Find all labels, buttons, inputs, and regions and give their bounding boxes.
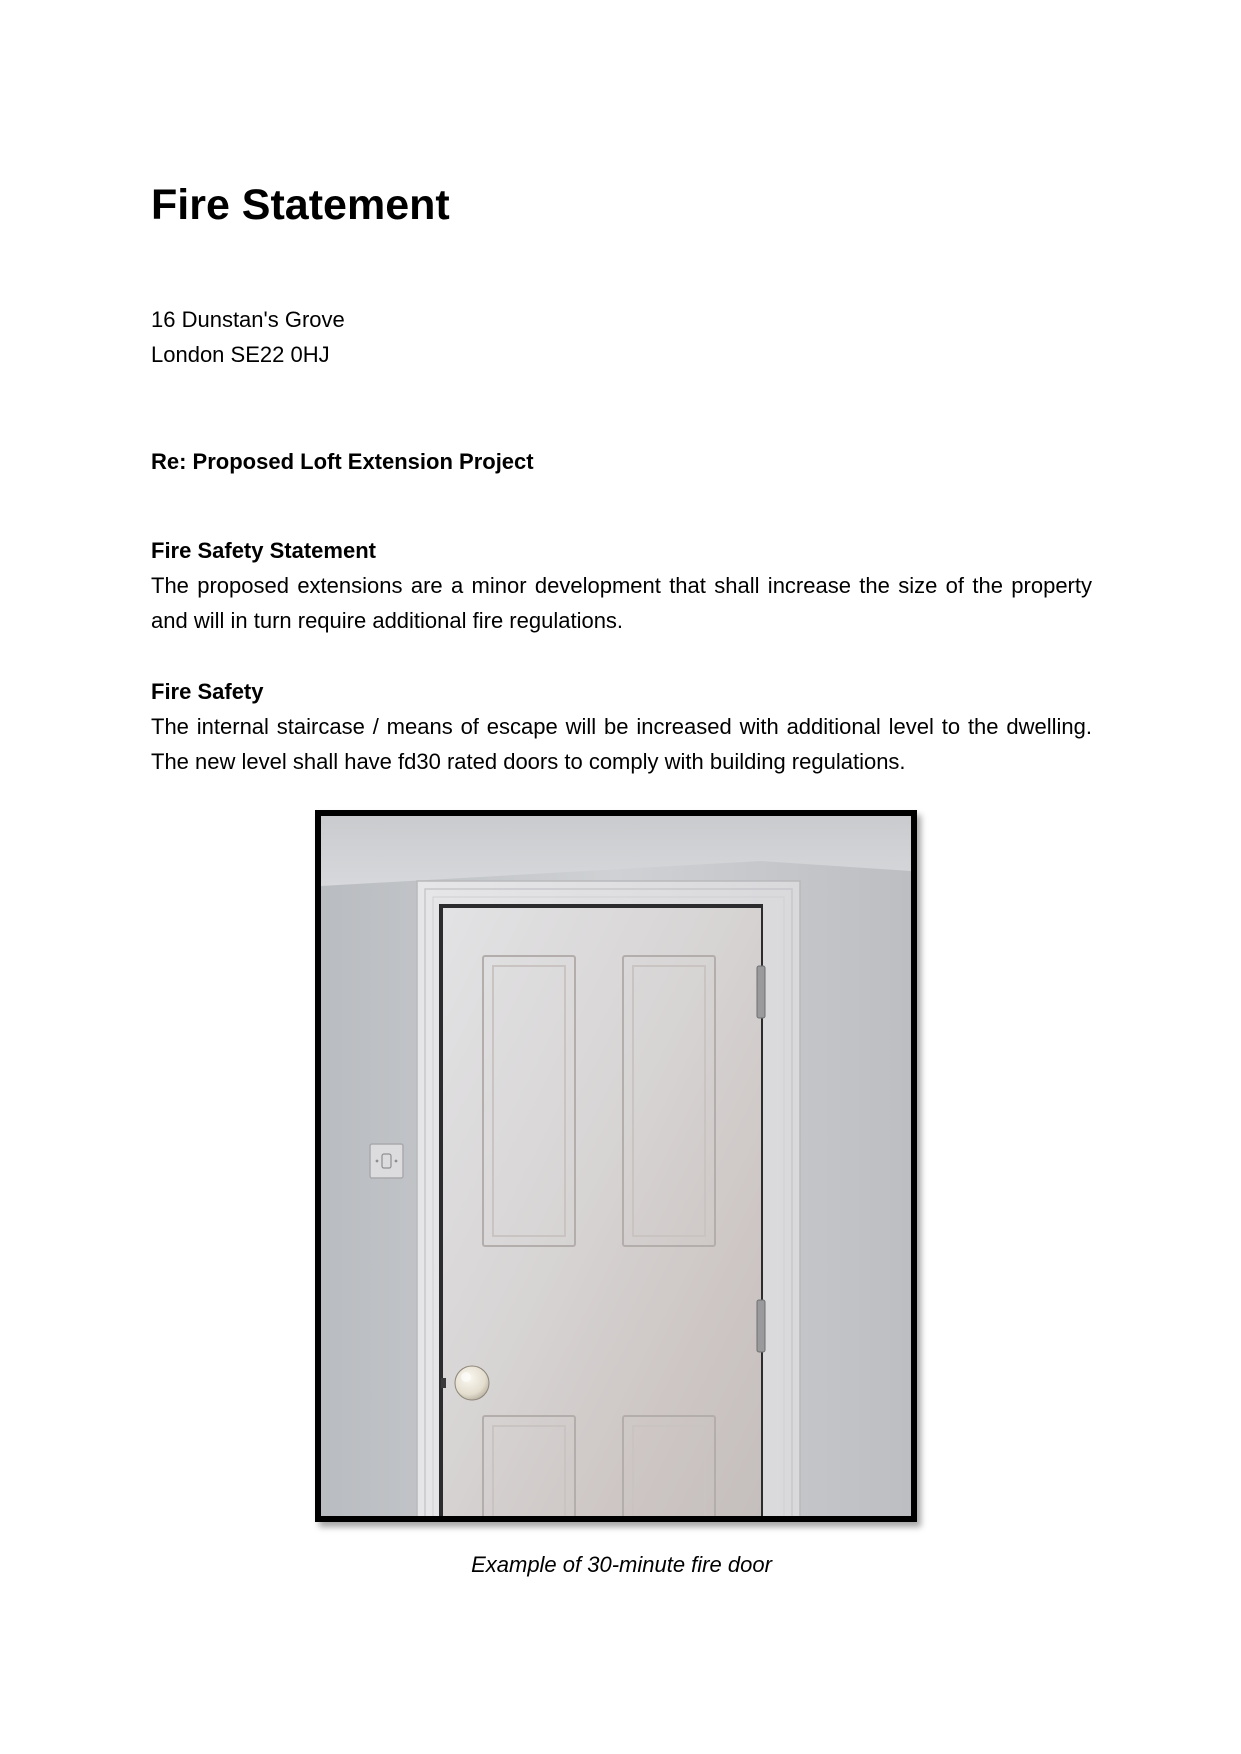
section-body: The internal staircase / means of escape will be increased with additional level to the dwelling. The new level shall have fd30 rated doors to comply with building regulations. xyxy=(151,714,1092,774)
section-fire-safety xyxy=(151,674,1092,779)
page-title: Fire Statement xyxy=(151,181,450,229)
section-heading: Fire Safety xyxy=(151,679,264,704)
section-heading: Fire Safety Statement xyxy=(151,538,376,563)
address-block xyxy=(151,302,345,372)
fire-door-illustration xyxy=(321,816,911,1516)
address-line-1: 16 Dunstan's Grove xyxy=(151,307,345,332)
section-fire-safety-statement xyxy=(151,533,1092,638)
section-body: The proposed extensions are a minor development that shall increase the size of the property and will in turn require additional fire regulations. xyxy=(151,573,1092,633)
address-line-2: London SE22 0HJ xyxy=(151,342,330,367)
fire-door-photo xyxy=(315,810,917,1522)
figure-caption: Example of 30-minute fire door xyxy=(471,1552,772,1577)
re-subject-line: Re: Proposed Loft Extension Project xyxy=(151,449,534,474)
